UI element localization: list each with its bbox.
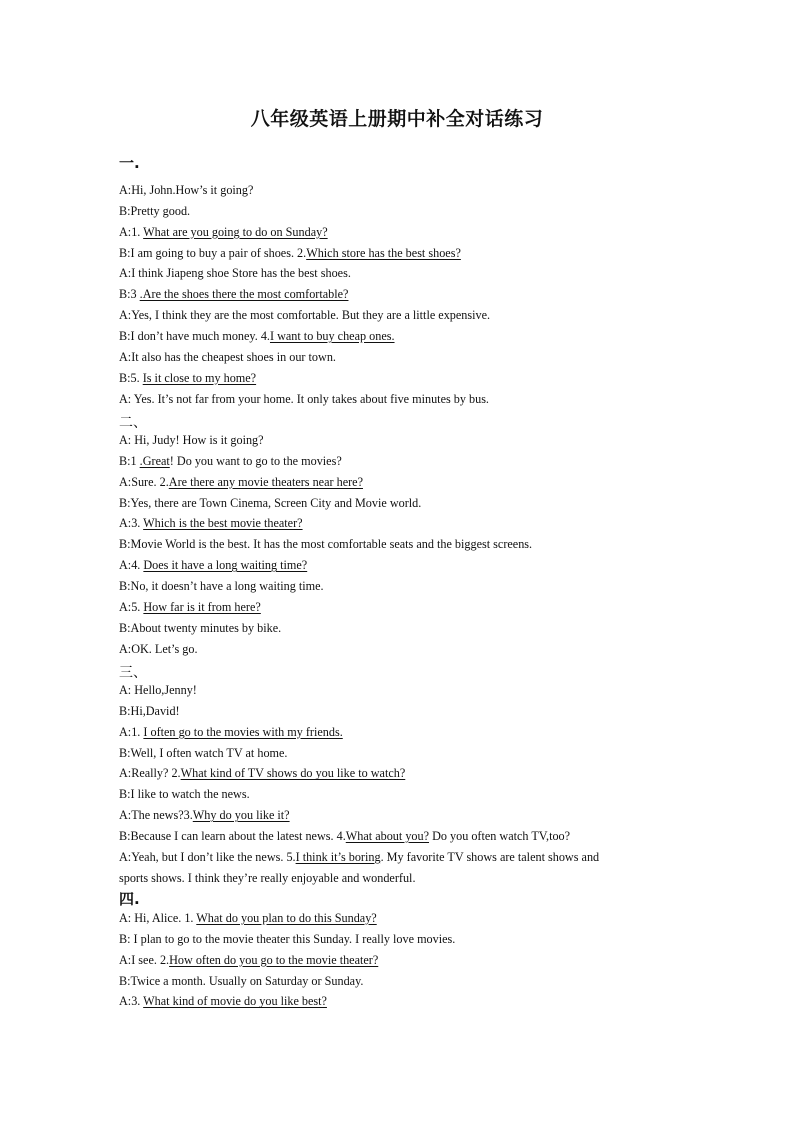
dialogue-text: B:About twenty minutes by bike. [119, 620, 282, 635]
dialogue-text: B:Movie World is the best. It has the most comfortable seats and the biggest screens. [119, 537, 533, 552]
dialogue-text: A:Really? 2. [119, 766, 181, 781]
dialogue-text: B:No, it doesn’t have a long waiting time. [119, 578, 324, 593]
dialogue-text: A:5. [119, 599, 144, 614]
dialogue-line [119, 953, 684, 968]
answer-text: How often do you go to the movie theater? [169, 952, 379, 967]
dialogue-line [119, 329, 684, 344]
dialogue-text: B:I like to watch the news. [119, 787, 250, 802]
dialogue-line [119, 371, 684, 386]
dialogue-text: A:The news?3. [119, 808, 193, 823]
answer-text: I think it’s boring [295, 849, 381, 864]
dialogue-line [119, 246, 684, 261]
dialogue-line [119, 579, 684, 594]
answer-text: I want to buy cheap ones. [269, 328, 395, 343]
dialogue-line [119, 600, 684, 615]
dialogue-text: A:I think Jiapeng shoe Store has the best shoes. [119, 266, 351, 281]
answer-text: Which store has the best shoes? [306, 245, 461, 260]
dialogue-text: A:1. [119, 724, 144, 739]
dialogue-line [119, 871, 684, 886]
section-heading: 二、 [119, 415, 147, 431]
answer-text: Is it close to my home? [142, 370, 257, 385]
dialogue-text: ! Do you want to go to the movies? [169, 453, 342, 468]
section-heading: 一. [119, 154, 140, 172]
dialogue-text: B:I am going to buy a pair of shoes. 2. [119, 245, 307, 260]
answer-text: .Are the shoes there the most comfortable? [139, 287, 349, 302]
dialogue-line [119, 308, 684, 323]
answer-text: What kind of movie do you like best? [143, 994, 327, 1009]
dialogue-line [119, 911, 684, 926]
dialogue-line [119, 537, 684, 552]
dialogue-text: B:Yes, there are Town Cinema, Screen City and Movie world. [119, 495, 422, 510]
answer-text: Does it have a long waiting time? [143, 558, 308, 573]
dialogue-text: B:1 [119, 453, 140, 468]
dialogue-line [119, 850, 684, 865]
dialogue-text: A: Hello,Jenny! [119, 683, 197, 697]
answer-text: Why do you like it? [192, 808, 290, 823]
dialogue-text: A:Hi, John.How’s it going? [119, 183, 254, 197]
dialogue-text: A:I see. 2. [119, 952, 170, 967]
dialogue-line [119, 433, 684, 448]
dialogue-text: . My favorite TV shows are talent shows and [380, 849, 600, 864]
answer-text: What about you? [345, 828, 430, 843]
dialogue-text: B:I don’t have much money. 4. [119, 328, 270, 343]
dialogue-line [119, 287, 684, 302]
answer-text: .Great [139, 453, 170, 468]
dialogue-text: A:4. [119, 558, 144, 573]
dialogue-line [119, 766, 684, 781]
dialogue-line [119, 932, 684, 947]
dialogue-text: B:3 [119, 287, 140, 302]
dialogue-text: A:1. [119, 224, 144, 239]
dialogue-line [119, 350, 684, 365]
answer-text: What kind of TV shows do you like to watch? [180, 766, 406, 781]
dialogue-text: A:3. [119, 994, 144, 1009]
answer-text: What do you plan to do this Sunday? [196, 911, 377, 925]
dialogue-text: B:Because I can learn about the latest news. 4. [119, 828, 346, 843]
dialogue-line [119, 642, 684, 657]
dialogue-line [119, 183, 684, 198]
answer-text: Which is the best movie theater? [143, 516, 303, 531]
dialogue-line [119, 558, 684, 573]
dialogue-text: B:Twice a month. Usually on Saturday or Sunday. [119, 973, 364, 988]
dialogue-text: A:3. [119, 516, 144, 531]
dialogue-line [119, 725, 684, 740]
dialogue-line [119, 392, 684, 407]
section-heading: 三、 [119, 665, 147, 681]
dialogue-line [119, 621, 684, 636]
dialogue-line [119, 454, 684, 469]
answer-text: Are there any movie theaters near here? [168, 474, 363, 489]
dialogue-line [119, 829, 684, 844]
dialogue-text: B:Pretty good. [119, 203, 191, 218]
answer-text: How far is it from here? [143, 599, 261, 614]
dialogue-line [119, 204, 684, 219]
dialogue-text: B:Hi,David! [119, 703, 180, 718]
dialogue-text: A:Yeah, but I don’t like the news. 5. [119, 849, 296, 864]
dialogue-line [119, 516, 684, 531]
dialogue-line [119, 475, 684, 490]
dialogue-text: A:Sure. 2. [119, 474, 169, 489]
dialogue-text: B:5. [119, 370, 143, 385]
page-title: 八年级英语上册期中补全对话练习 [250, 108, 544, 130]
dialogue-text: A:Yes, I think they are the most comfortable. But they are a little expensive. [119, 308, 491, 323]
dialogue-line [119, 683, 684, 698]
dialogue-text: sports shows. I think they’re really enjoyable and wonderful. [119, 870, 416, 885]
dialogue-line [119, 266, 684, 281]
dialogue-line [119, 808, 684, 823]
dialogue-text: A:OK. Let’s go. [119, 641, 198, 656]
dialogue-line [119, 974, 684, 989]
answer-text: I often go to the movies with my friends. [143, 724, 343, 739]
dialogue-line [119, 787, 684, 802]
dialogue-text: A: Hi, Alice. 1. [119, 911, 197, 925]
dialogue-text: A:It also has the cheapest shoes in our town. [119, 349, 336, 364]
dialogue-line [119, 496, 684, 511]
dialogue-line [119, 746, 684, 761]
dialogue-text: B:Well, I often watch TV at home. [119, 745, 288, 760]
dialogue-text: A: Yes. It’s not far from your home. It only takes about five minutes by bus. [119, 391, 489, 406]
dialogue-text: A: Hi, Judy! How is it going? [119, 433, 264, 447]
dialogue-line [119, 704, 684, 719]
dialogue-text: Do you often watch TV,too? [429, 828, 571, 843]
section-heading: 四. [119, 890, 140, 908]
dialogue-line [119, 225, 684, 240]
dialogue-line [119, 994, 684, 1009]
answer-text: What are you going to do on Sunday? [143, 224, 328, 239]
dialogue-text: B: I plan to go to the movie theater this Sunday. I really love movies. [119, 931, 456, 946]
